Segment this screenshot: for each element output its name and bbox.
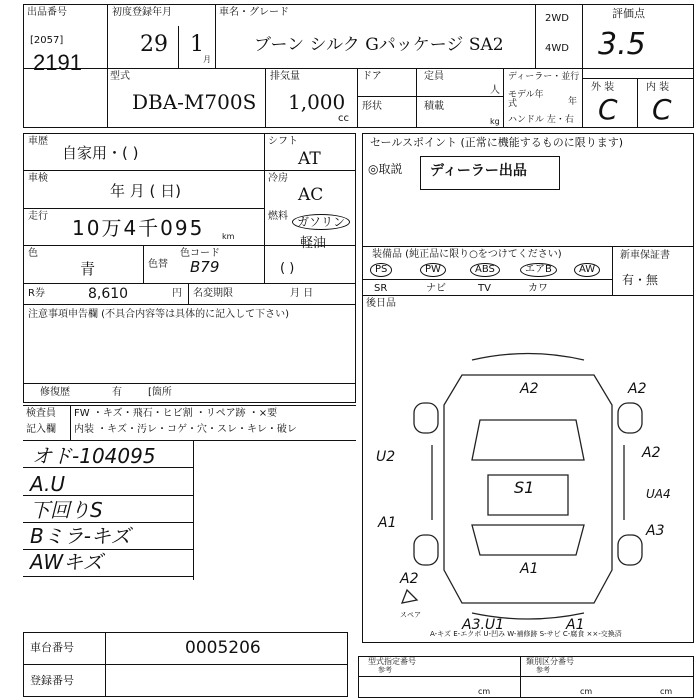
recycle-value: 8,610: [88, 286, 129, 302]
color-code-label: 色コード: [180, 248, 220, 259]
name-change-label: 名変期限: [193, 288, 233, 299]
rear-seat-label: 後日品: [366, 298, 396, 309]
import-label: ディーラー・並行: [508, 72, 580, 82]
reg-label: 初度登録年月: [112, 7, 172, 18]
disp-unit: cc: [338, 113, 349, 124]
manual-label: ◎取説: [368, 162, 403, 176]
ac-value: AC: [298, 185, 324, 205]
color-code-value: B79: [190, 258, 220, 276]
spare-label: スペア: [400, 611, 421, 619]
shift-value: AT: [298, 149, 321, 169]
color-value: 青: [80, 260, 96, 278]
equip-ps: PS: [370, 263, 392, 277]
car-name: ブーン シルク Gパッケージ SA2: [254, 35, 504, 55]
drive-4wd: 4WD: [545, 43, 569, 54]
score-value: 3.5: [598, 27, 646, 62]
handwritten-note-3: 下回りS: [30, 498, 103, 522]
check-row-1: FW ・キズ・飛石・ヒビ割 ・リペア跡 ・×要: [74, 408, 278, 419]
year-unit: 年: [568, 97, 578, 107]
check-label: 検査員: [26, 408, 56, 419]
mileage-unit: km: [222, 232, 235, 241]
form-a-ref: 参考: [378, 666, 392, 674]
inspection-value: 年 月 ( 日): [110, 182, 182, 200]
ac-label: 冷房: [268, 173, 288, 184]
equip-aw: AW: [574, 263, 600, 277]
warranty-label: 新車保証書: [620, 250, 670, 261]
form-cm-2: cm: [580, 687, 593, 696]
repair-place: [箇所: [148, 387, 172, 398]
fuel-diesel: 軽油: [300, 236, 327, 251]
chassis-value: 0005206: [185, 638, 261, 658]
fuel-paren: ( ): [280, 261, 295, 276]
reg-month: 1: [190, 32, 204, 57]
form-b-ref: 参考: [536, 666, 550, 674]
repair-value: 有: [112, 387, 122, 398]
diagram-mark-front-right: A2: [628, 381, 647, 397]
disp-label: 排気量: [270, 71, 300, 82]
shift-label: シフト: [268, 136, 298, 147]
reg-no-label: 登録番号: [30, 674, 74, 687]
warranty-value: 有・無: [622, 273, 659, 287]
diagram-mark-rear-bumper: A3.U1: [462, 617, 505, 633]
month-unit: 月: [203, 55, 211, 64]
handwritten-note-1: オド-104095: [32, 444, 156, 468]
name-change-value: 月 日: [290, 288, 314, 299]
fuel-gas: ガソリン: [292, 214, 350, 230]
door-label: ドア: [362, 71, 382, 82]
model-year-label: モデル年式: [508, 90, 544, 109]
ext-label: 外 装: [591, 82, 615, 93]
cap-unit: 人: [490, 85, 500, 96]
int-value: C: [652, 93, 672, 126]
recycle-unit: 円: [172, 288, 182, 299]
drive-2wd: 2WD: [545, 13, 569, 24]
equip-leather: カワ: [528, 283, 548, 294]
history-label: 車歴: [28, 136, 48, 147]
legend: A-キズ E-エクボ U-凹み W-補修跡 S-サビ C-腐食 ××-交換済: [430, 630, 622, 638]
repair-label: 修復歴: [40, 387, 70, 398]
sales-label: セールスポイント (正常に機能するものに限ります): [370, 136, 624, 149]
disp-value: 1,000: [288, 90, 346, 114]
equip-abs: ABS: [470, 263, 500, 277]
check-row-2: 内装 ・キズ・汚レ・コゲ・穴・スレ・キレ・破レ: [74, 424, 297, 435]
reg-year: 29: [140, 32, 168, 57]
color-label: 色: [28, 248, 38, 259]
equip-label: 装備品 (純正品に限り○をつけてください): [372, 249, 562, 260]
diagram-mark-roof: S1: [514, 478, 535, 497]
diagram-mark-rear-left: A2: [400, 571, 419, 587]
model-value: DBA-M700S: [132, 90, 257, 114]
diagram-mark-right-fender: A2: [642, 445, 661, 461]
diagram-mark-trunk: A1: [520, 561, 539, 577]
equip-sr: SR: [374, 283, 388, 294]
history-value: 自家用・( ): [62, 144, 139, 162]
form-b-label: 類別区分番号: [526, 657, 574, 666]
notes-label: 注意事項申告欄 (不具合内容等は具体的に記入して下さい): [28, 309, 289, 320]
diagram-mark-right-rear: A3: [646, 523, 665, 539]
equip-navi: ナビ: [426, 283, 446, 294]
equip-tv: TV: [478, 283, 491, 294]
handwritten-note-5: AWキズ: [30, 550, 103, 574]
color-change-label: 色替: [148, 259, 168, 270]
diagram-mark-right-door: UA4: [646, 487, 671, 501]
shape-label: 形状: [362, 101, 382, 112]
lot-label: 出品番号: [27, 7, 67, 18]
int-label: 内 装: [646, 82, 670, 93]
cap-label: 定員: [424, 71, 444, 82]
header-box: [23, 4, 694, 128]
diagram-mark-left-door: A1: [378, 515, 397, 531]
equip-pw: PW: [420, 263, 446, 277]
inspection-label: 車検: [28, 173, 48, 184]
load-unit: kg: [490, 117, 500, 126]
lot-number: 2191: [33, 50, 82, 75]
handle-label: ハンドル 左・右: [508, 115, 574, 125]
chassis-label: 車台番号: [30, 641, 74, 654]
dealer-label: ディーラー出品: [430, 163, 527, 179]
form-a-label: 型式指定番号: [368, 657, 416, 666]
diagram-mark-left-fender: U2: [376, 449, 396, 465]
diagram-mark-rear-right: A1: [566, 617, 585, 633]
score-label: 評価点: [612, 7, 645, 20]
form-cm-3: cm: [660, 687, 673, 696]
equip-airbag: エアB: [520, 263, 557, 277]
handwritten-note-2: A.U: [30, 472, 66, 496]
ext-value: C: [598, 93, 618, 126]
lot-code: [2057]: [30, 35, 64, 46]
recycle-label: R券: [28, 288, 45, 299]
handwritten-note-4: Bミラ-キズ: [30, 524, 131, 548]
load-label: 積載: [424, 101, 444, 112]
model-label: 型式: [110, 71, 130, 82]
mileage-label: 走行: [28, 211, 48, 222]
fuel-label: 燃料: [268, 211, 288, 222]
name-label: 車名・グレード: [219, 7, 289, 18]
form-cm-1: cm: [478, 687, 491, 696]
diagram-mark-front-left: A2: [520, 381, 539, 397]
mileage-value: 10万4千095: [72, 216, 205, 240]
record-label: 記入欄: [26, 424, 56, 435]
